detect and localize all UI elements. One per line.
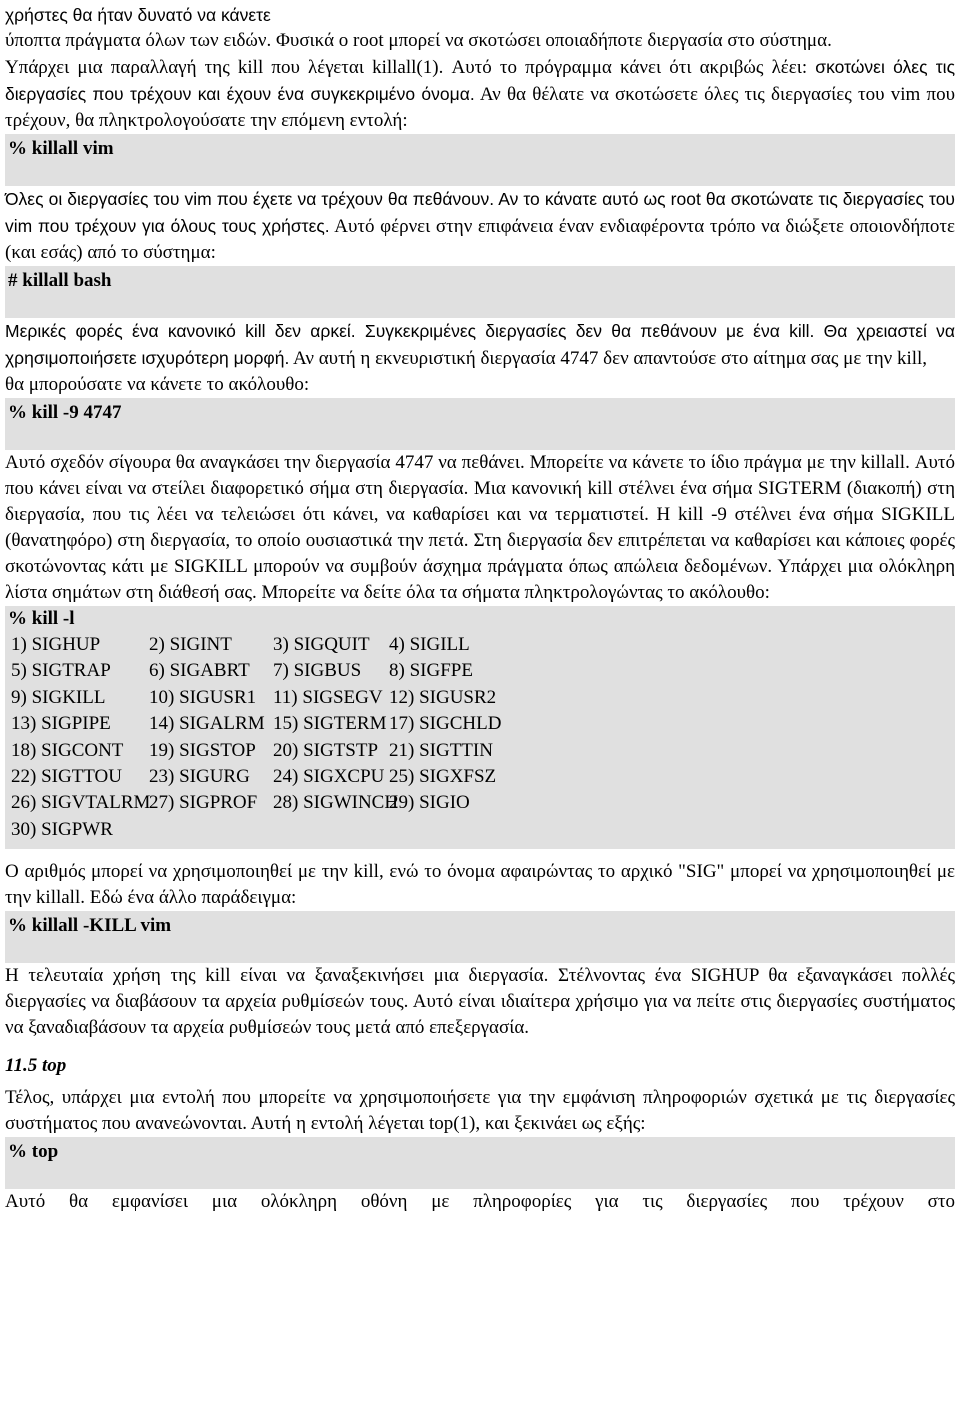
text-run: Αυτό φέρνει στην επιφάνεια έναν ενδιαφέροντα τρόπο να διώξετε οποιονδήποτε (και εσάς) από το σύστημα: [5,216,956,263]
signal-cell: 22) SIGTTOU [11,766,123,788]
signal-cell: 24) SIGXCPU [273,766,385,788]
text-run: Μερικές φορές ένα κανονικό kill δεν αρκεί. Συγκεκριμένες διεργασίες δεν θα πεθάνουν με ένα kill. Θα χρειαστεί να χρησιμοποιήσετε ισχυρότερη μορφή. [5,321,955,368]
signal-cell: 6) SIGABRT [149,660,250,682]
signal-row [5,711,955,737]
signal-row [5,817,955,843]
signal-cell: 29) SIGIO [389,792,470,814]
signal-cell: 5) SIGTRAP [11,660,111,682]
signal-cell: 14) SIGALRM [149,713,265,735]
signal-cell: 27) SIGPROF [149,792,258,814]
signal-cell: 12) SIGUSR2 [389,686,497,708]
text-run: Αν αυτή η εκνευριστική διεργασία 4747 δεν απαντούσε στο αίτημα σας με την kill, [289,348,928,369]
signal-cell: 30) SIGPWR [11,818,113,840]
signal-cell: 20) SIGTSTP [273,739,379,761]
signal-cell: 19) SIGSTOP [149,739,256,761]
spacer [5,849,955,859]
text-run: θα μπορούσατε να κάνετε το ακόλουθο: [5,374,310,395]
signal-cell: 2) SIGINT [149,634,232,655]
paragraph [5,318,955,398]
signal-row [5,790,955,816]
signal-cell: 21) SIGTTIN [389,739,493,761]
signal-cell: 10) SIGUSR1 [149,686,257,708]
signal-cell: 4) SIGILL [389,634,470,655]
signal-cell: 3) SIGQUIT [273,634,370,655]
signal-row [5,658,955,684]
text-run: Αν θα θέλατε να σκοτώσετε όλες τις διεργασίες του vim που τρέχουν, θα πληκτρολογούσατε την επόμενη εντολή: [5,84,955,131]
signal-cell: 18) SIGCONT [11,739,124,761]
paragraph: Η τελευταία χρήση της kill είναι να ξαναξεκινήσει μια διεργασία. Στέλνοντας ένα SIGHUP θα εξαναγκάσει πολλές διεργασίες να διαβάσουν τα αρχεία ρυθμίσεών τους. Αυτό είναι ιδιαίτερα χρήσιμο για να πείτε στις διεργασίες συστήματος να ξαναδιαβάσουν τα αρχεία ρυθμίσεών τους μετά από επεξεργασία. [5,965,955,1039]
signal-list-block [5,606,955,849]
section-heading: 11.5 top [5,1055,67,1077]
paragraph: Τέλος, υπάρχει μια εντολή που μπορείτε να χρησιμοποιήσετε για την εμφάνιση πληροφοριών σχετικά με τις διεργασίες συστήματος που ανανεώνονται. Αυτή η εντολή λέγεται top(1), και ξεκινάει ως εξής: [5,1087,955,1135]
text-run: Υπάρχει μια παραλλαγή της kill που λέγεται killall(1). Αυτό το πρόγραμμα κάνει ότι ακριβώς λέει: [5,57,808,78]
command-line: % kill -l [8,608,75,629]
signal-cell: 1) SIGHUP [11,634,101,655]
paragraph [5,54,955,134]
signal-cell: 28) SIGWINCH [273,792,399,814]
signal-cell: 7) SIGBUS [273,660,362,682]
command-block: % killall vim [5,134,955,186]
paragraph-line: χρήστες θα ήταν δυνατό να κάνετε [5,5,271,25]
command-block: # killall bash [5,266,955,318]
signal-row [5,632,955,658]
signal-cell: 23) SIGURG [149,766,250,788]
signal-row [5,685,955,711]
paragraph: Αυτό σχεδόν σίγουρα θα αναγκάσει την διεργασία 4747 να πεθάνει. Μπορείτε να κάνετε το ίδιο πράγμα με την killall. Αυτό που κάνει είναι να στείλει διαφορετικό σήμα στη διεργασία. Μια κανονική kill στέλνει ένα σήμα SIGTERM (διακοπή) στη διεργασία, που τις λέει να τελειώσει ότι κάνει, να καθαρίσει και να τερματιστεί. Η kill -9 στέλνει ένα σήμα SIGKILL (θανατηφόρο) στη διεργασία, το οποίο ουσιαστικά την πετά. Στη διεργασία δεν επιτρέπεται να καθαρίσει και κάποιες φορές σκοτώνοντας κάτι με SIGKILL μπορούν να συμβούν άσχημα πράγματα όπως απώλεια δεδομένων. Υπάρχει μια ολόκληρη λίστα σημάτων στη διάθεσή σας. Μπορείτε να δείτε όλα τα σήματα πληκτρολογώντας το ακόλουθο: [5,452,955,603]
signal-cell: 26) SIGVTALRM [11,792,151,814]
signal-row [5,764,955,790]
signal-cell: 25) SIGXFSZ [389,766,497,788]
text-run: σκοτώνει όλες τις διεργασίες που τρέχουν και έχουν ένα συγκεκριμένο όνομα. [5,57,955,104]
signal-cell: 9) SIGKILL [11,686,106,708]
command-block: % killall -KILL vim [5,911,955,963]
signal-row [5,738,955,764]
paragraph: Αυτό θα εμφανίσει μια ολόκληρη οθόνη με πληροφορίες για τις διεργασίες που τρέχουν στο [5,1191,955,1213]
paragraph: Ο αριθμός μπορεί να χρησιμοποιηθεί με την kill, ενώ το όνομα αφαιρώντας το αρχικό "SIG" μπορεί να χρησιμοποιηθεί με την killall. Εδώ ένα άλλο παράδειγμα: [5,861,955,909]
signal-cell: 13) SIGPIPE [11,713,111,735]
signal-cell: 17) SIGCHLD [389,713,502,735]
signal-cell: 8) SIGFPE [389,660,473,682]
command-block: % kill -9 4747 [5,398,955,450]
signal-cell: 11) SIGSEGV [273,686,383,708]
paragraph: ύποπτα πράγματα όλων των ειδών. Φυσικά ο root μπορεί να σκοτώσει οποιαδήποτε διεργασία στο σύστημα. [5,30,832,51]
text-run: Όλες οι διεργασίες του vim που έχετε να τρέχουν θα πεθάνουν. Αν το κάνατε αυτό ως root θα σκοτώνατε τις διεργασίες του vim που τρέχουν για όλους τους χρήστες. [5,189,955,236]
signal-cell: 15) SIGTERM [273,713,387,735]
command-block: % top [5,1137,955,1189]
paragraph [5,186,955,266]
